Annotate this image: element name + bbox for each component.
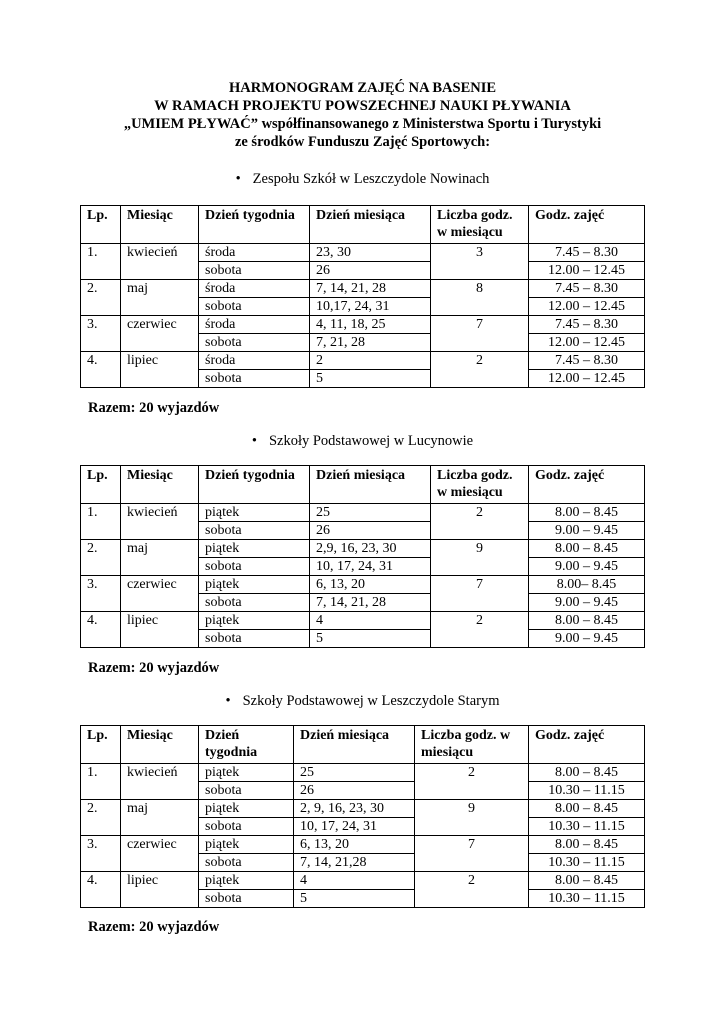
cell-hours: 7	[431, 316, 529, 334]
cell-dates: 25	[310, 504, 431, 522]
cell-lp: 4.	[81, 612, 121, 630]
cell-dates: 4	[310, 612, 431, 630]
cell-empty	[431, 262, 529, 280]
section-title-text: Szkoły Podstawowej w Lucynowie	[268, 433, 474, 449]
cell-hours: 9	[415, 800, 529, 818]
cell-empty	[415, 782, 529, 800]
table-row	[81, 352, 645, 370]
cell-hours: 7	[431, 576, 529, 594]
table-row	[81, 800, 645, 818]
section-title-text: Zespołu Szkół w Leszczydole Nowinach	[252, 171, 490, 187]
cell-time: 7.45 – 8.30	[529, 316, 645, 334]
cell-lp: 1.	[81, 244, 121, 262]
col-header-time: Godz. zajęć	[529, 726, 645, 764]
cell-hours: 7	[415, 836, 529, 854]
cell-dates: 26	[310, 522, 431, 540]
cell-empty	[121, 782, 199, 800]
cell-empty	[81, 854, 121, 872]
cell-weekday: sobota	[199, 262, 310, 280]
table-row	[81, 298, 645, 316]
cell-dates: 7, 14, 21, 28	[310, 280, 431, 298]
cell-lp: 3.	[81, 576, 121, 594]
cell-month: lipiec	[121, 872, 199, 890]
schedule-table-3	[80, 725, 645, 908]
cell-time: 12.00 – 12.45	[529, 298, 645, 316]
cell-dates: 2,9, 16, 23, 30	[310, 540, 431, 558]
table-row	[81, 818, 645, 836]
cell-empty	[81, 818, 121, 836]
cell-dates: 2, 9, 16, 23, 30	[294, 800, 415, 818]
cell-lp: 1.	[81, 504, 121, 522]
cell-time: 7.45 – 8.30	[529, 352, 645, 370]
table-row	[81, 576, 645, 594]
cell-empty	[121, 298, 199, 316]
cell-time: 9.00 – 9.45	[529, 594, 645, 612]
table-row	[81, 504, 645, 522]
cell-time: 10.30 – 11.15	[529, 818, 645, 836]
col-header-time: Godz. zajęć	[529, 206, 645, 244]
cell-time: 7.45 – 8.30	[529, 280, 645, 298]
cell-empty	[415, 890, 529, 908]
cell-lp: 1.	[81, 764, 121, 782]
cell-weekday: piątek	[199, 576, 310, 594]
cell-time: 12.00 – 12.45	[529, 334, 645, 352]
cell-empty	[81, 370, 121, 388]
cell-weekday: środa	[199, 280, 310, 298]
cell-time: 8.00 – 8.45	[529, 612, 645, 630]
cell-dates: 6, 13, 20	[294, 836, 415, 854]
col-header-lp: Lp.	[81, 726, 121, 764]
cell-weekday: sobota	[199, 854, 294, 872]
col-header-month: Miesiąc	[121, 206, 199, 244]
cell-hours: 2	[415, 872, 529, 890]
cell-dates: 5	[310, 630, 431, 648]
cell-dates: 4	[294, 872, 415, 890]
cell-time: 8.00 – 8.45	[529, 872, 645, 890]
bullet-icon: •	[251, 433, 257, 449]
col-header-lp: Lp.	[81, 206, 121, 244]
cell-weekday: sobota	[199, 630, 310, 648]
cell-empty	[81, 334, 121, 352]
cell-empty	[81, 522, 121, 540]
cell-weekday: środa	[199, 316, 310, 334]
document-header	[0, 79, 725, 151]
cell-month: maj	[121, 800, 199, 818]
cell-empty	[81, 558, 121, 576]
col-header-time: Godz. zajęć	[529, 466, 645, 504]
section-2-title	[0, 433, 725, 450]
cell-time: 10.30 – 11.15	[529, 782, 645, 800]
cell-weekday: środa	[199, 244, 310, 262]
cell-time: 9.00 – 9.45	[529, 630, 645, 648]
cell-time: 8.00 – 8.45	[529, 836, 645, 854]
cell-dates: 10, 17, 24, 31	[310, 558, 431, 576]
cell-empty	[81, 782, 121, 800]
cell-month: kwiecień	[121, 764, 199, 782]
cell-weekday: środa	[199, 352, 310, 370]
col-header-dates: Dzień miesiąca	[294, 726, 415, 764]
col-header-hours: Liczba godz. w miesiącu	[431, 206, 529, 244]
table-header-row	[81, 206, 645, 244]
cell-dates: 10, 17, 24, 31	[294, 818, 415, 836]
cell-dates: 7, 21, 28	[310, 334, 431, 352]
cell-weekday: sobota	[199, 890, 294, 908]
cell-empty	[121, 890, 199, 908]
table-row	[81, 244, 645, 262]
cell-empty	[81, 262, 121, 280]
cell-lp: 2.	[81, 540, 121, 558]
cell-dates: 25	[294, 764, 415, 782]
cell-hours: 2	[431, 504, 529, 522]
cell-weekday: piątek	[199, 612, 310, 630]
header-line-1: HARMONOGRAM ZAJĘĆ NA BASENIE	[228, 80, 497, 96]
col-header-month: Miesiąc	[121, 726, 199, 764]
cell-lp: 3.	[81, 316, 121, 334]
cell-lp: 2.	[81, 280, 121, 298]
cell-empty	[121, 262, 199, 280]
cell-hours: 9	[431, 540, 529, 558]
cell-weekday: sobota	[199, 782, 294, 800]
schedule-table-2	[80, 465, 645, 648]
cell-hours: 2	[431, 352, 529, 370]
cell-lp: 2.	[81, 800, 121, 818]
cell-weekday: piątek	[199, 504, 310, 522]
table-row	[81, 594, 645, 612]
cell-time: 12.00 – 12.45	[529, 262, 645, 280]
header-line-2: W RAMACH PROJEKTU POWSZECHNEJ NAUKI PŁYWANIA	[154, 98, 571, 114]
cell-dates: 5	[310, 370, 431, 388]
cell-month: lipiec	[121, 352, 199, 370]
section-3-title	[0, 693, 725, 710]
cell-weekday: piątek	[199, 872, 294, 890]
cell-weekday: sobota	[199, 818, 294, 836]
cell-dates: 5	[294, 890, 415, 908]
schedule-table-1	[80, 205, 645, 388]
cell-empty	[121, 558, 199, 576]
cell-empty	[431, 370, 529, 388]
cell-time: 8.00– 8.45	[529, 576, 645, 594]
cell-weekday: piątek	[199, 836, 294, 854]
cell-dates: 6, 13, 20	[310, 576, 431, 594]
table-header-row	[81, 466, 645, 504]
cell-empty	[431, 334, 529, 352]
cell-time: 10.30 – 11.15	[529, 854, 645, 872]
cell-empty	[431, 522, 529, 540]
cell-weekday: sobota	[199, 298, 310, 316]
cell-time: 9.00 – 9.45	[529, 522, 645, 540]
table-row	[81, 836, 645, 854]
col-header-hours: Liczba godz. w miesiącu	[431, 466, 529, 504]
cell-empty	[121, 854, 199, 872]
cell-month: czerwiec	[121, 576, 199, 594]
table-row	[81, 612, 645, 630]
cell-empty	[431, 558, 529, 576]
cell-empty	[121, 370, 199, 388]
cell-empty	[431, 630, 529, 648]
cell-month: lipiec	[121, 612, 199, 630]
section-2-total: Razem: 20 wyjazdów	[88, 660, 220, 676]
cell-month: czerwiec	[121, 836, 199, 854]
cell-dates: 7, 14, 21,28	[294, 854, 415, 872]
table-row	[81, 872, 645, 890]
cell-empty	[121, 818, 199, 836]
cell-empty	[121, 630, 199, 648]
cell-time: 12.00 – 12.45	[529, 370, 645, 388]
cell-empty	[415, 854, 529, 872]
section-1-title	[0, 171, 725, 188]
cell-empty	[415, 818, 529, 836]
table-row	[81, 316, 645, 334]
cell-time: 8.00 – 8.45	[529, 800, 645, 818]
cell-weekday: sobota	[199, 370, 310, 388]
table-row	[81, 334, 645, 352]
cell-weekday: piątek	[199, 540, 310, 558]
cell-weekday: sobota	[199, 558, 310, 576]
bullet-icon: •	[225, 693, 231, 709]
cell-empty	[81, 630, 121, 648]
cell-dates: 2	[310, 352, 431, 370]
cell-dates: 10,17, 24, 31	[310, 298, 431, 316]
cell-empty	[121, 594, 199, 612]
col-header-dates: Dzień miesiąca	[310, 466, 431, 504]
cell-weekday: piątek	[199, 800, 294, 818]
col-header-lp: Lp.	[81, 466, 121, 504]
cell-month: kwiecień	[121, 504, 199, 522]
cell-hours: 8	[431, 280, 529, 298]
cell-time: 8.00 – 8.45	[529, 540, 645, 558]
table-row	[81, 630, 645, 648]
section-3-total: Razem: 20 wyjazdów	[88, 919, 220, 935]
table-row	[81, 540, 645, 558]
cell-dates: 4, 11, 18, 25	[310, 316, 431, 334]
cell-weekday: sobota	[199, 522, 310, 540]
cell-empty	[431, 594, 529, 612]
cell-time: 9.00 – 9.45	[529, 558, 645, 576]
col-header-hours: Liczba godz. w miesiącu	[415, 726, 529, 764]
table-row	[81, 854, 645, 872]
cell-empty	[81, 298, 121, 316]
cell-dates: 26	[294, 782, 415, 800]
section-1-total: Razem: 20 wyjazdów	[88, 400, 220, 416]
col-header-weekday: Dzień tygodnia	[199, 466, 310, 504]
cell-month: kwiecień	[121, 244, 199, 262]
cell-month: czerwiec	[121, 316, 199, 334]
cell-empty	[431, 298, 529, 316]
cell-lp: 4.	[81, 352, 121, 370]
cell-empty	[121, 522, 199, 540]
cell-time: 7.45 – 8.30	[529, 244, 645, 262]
table-row	[81, 280, 645, 298]
header-line-3: „UMIEM PŁYWAĆ” współfinansowanego z Ministerstwa Sportu i Turystyki	[123, 116, 602, 132]
table-header-row	[81, 726, 645, 764]
cell-hours: 2	[431, 612, 529, 630]
cell-time: 10.30 – 11.15	[529, 890, 645, 908]
cell-month: maj	[121, 540, 199, 558]
table-row	[81, 558, 645, 576]
table-row	[81, 890, 645, 908]
cell-dates: 26	[310, 262, 431, 280]
cell-hours: 3	[431, 244, 529, 262]
cell-weekday: sobota	[199, 594, 310, 612]
cell-empty	[81, 594, 121, 612]
cell-empty	[121, 334, 199, 352]
col-header-month: Miesiąc	[121, 466, 199, 504]
cell-dates: 23, 30	[310, 244, 431, 262]
cell-lp: 4.	[81, 872, 121, 890]
table-row	[81, 262, 645, 280]
section-title-text: Szkoły Podstawowej w Leszczydole Starym	[242, 693, 500, 709]
col-header-dates: Dzień miesiąca	[310, 206, 431, 244]
header-line-4: ze środków Funduszu Zajęć Sportowych:	[234, 134, 491, 150]
cell-lp: 3.	[81, 836, 121, 854]
table-row	[81, 764, 645, 782]
col-header-weekday: Dzień tygodnia	[199, 206, 310, 244]
cell-empty	[81, 890, 121, 908]
cell-weekday: piątek	[199, 764, 294, 782]
bullet-icon: •	[235, 171, 241, 187]
table-row	[81, 370, 645, 388]
cell-hours: 2	[415, 764, 529, 782]
table-row	[81, 782, 645, 800]
cell-month: maj	[121, 280, 199, 298]
cell-weekday: sobota	[199, 334, 310, 352]
col-header-weekday: Dzień tygodnia	[199, 726, 294, 764]
cell-time: 8.00 – 8.45	[529, 504, 645, 522]
cell-time: 8.00 – 8.45	[529, 764, 645, 782]
cell-dates: 7, 14, 21, 28	[310, 594, 431, 612]
table-row	[81, 522, 645, 540]
